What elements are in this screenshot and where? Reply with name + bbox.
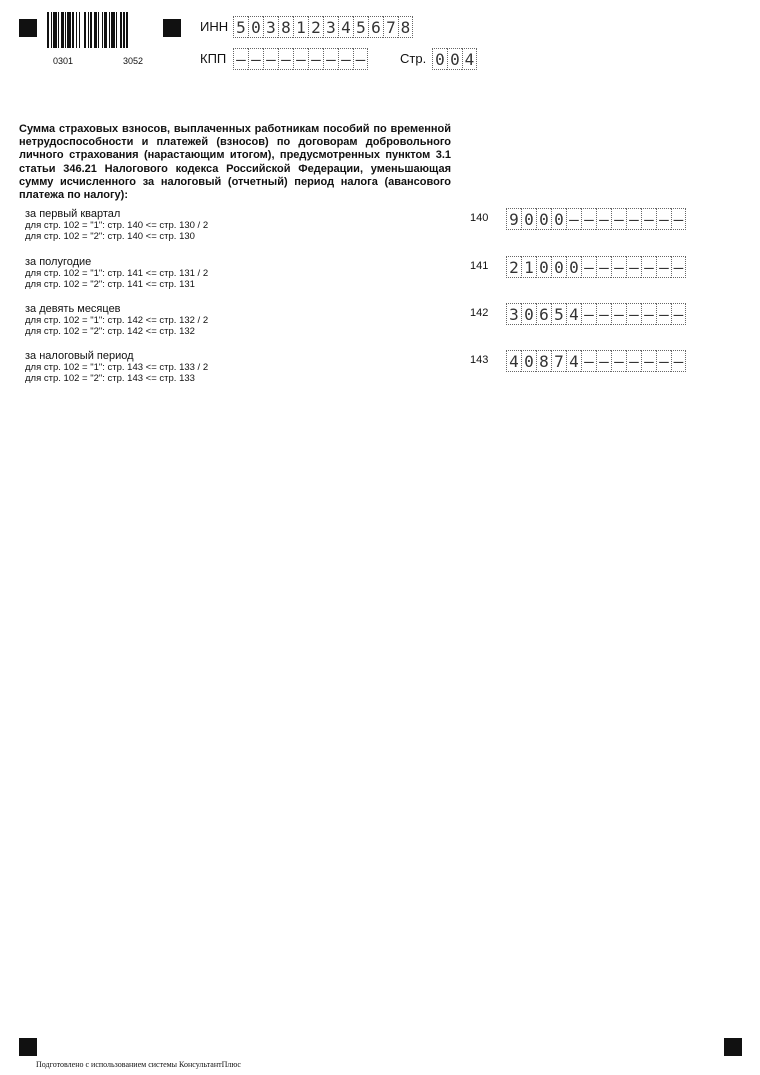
barcode bbox=[47, 12, 157, 66]
row-143 bbox=[25, 350, 745, 384]
char-cell: 0 bbox=[536, 256, 551, 278]
char-cell: 7 bbox=[551, 350, 566, 372]
char-cell: 6 bbox=[368, 16, 383, 38]
page-number-field[interactable] bbox=[432, 48, 477, 70]
char-cell: – bbox=[581, 303, 596, 325]
row-140-value-field[interactable] bbox=[506, 208, 686, 230]
barcode-numbers bbox=[47, 56, 157, 66]
char-cell: – bbox=[596, 303, 611, 325]
char-cell: 0 bbox=[521, 303, 536, 325]
char-cell: 0 bbox=[521, 208, 536, 230]
char-cell: – bbox=[626, 303, 641, 325]
corner-marker-bottom-left bbox=[19, 1038, 37, 1056]
row-note: для стр. 102 = "2": стр. 142 <= стр. 132 bbox=[25, 326, 195, 337]
row-141 bbox=[25, 256, 745, 290]
row-140 bbox=[25, 208, 745, 242]
char-cell: 0 bbox=[248, 16, 263, 38]
kpp-field[interactable] bbox=[233, 48, 368, 70]
char-cell: – bbox=[323, 48, 338, 70]
char-cell: – bbox=[656, 208, 671, 230]
char-cell: – bbox=[626, 208, 641, 230]
kpp-label: КПП bbox=[200, 51, 227, 66]
char-cell: 0 bbox=[536, 208, 551, 230]
char-cell: 4 bbox=[566, 303, 581, 325]
char-cell: 3 bbox=[323, 16, 338, 38]
char-cell: 8 bbox=[536, 350, 551, 372]
char-cell: 3 bbox=[506, 303, 521, 325]
char-cell: – bbox=[596, 208, 611, 230]
row-142-value-field[interactable] bbox=[506, 303, 686, 325]
char-cell: – bbox=[641, 350, 656, 372]
char-cell: – bbox=[656, 303, 671, 325]
char-cell: 0 bbox=[447, 48, 462, 70]
char-cell: – bbox=[626, 256, 641, 278]
char-cell: – bbox=[596, 256, 611, 278]
char-cell: – bbox=[671, 208, 686, 230]
row-note: для стр. 102 = "1": стр. 141 <= стр. 131 / 2 bbox=[25, 268, 209, 279]
corner-marker-top-left bbox=[19, 19, 37, 37]
row-note: для стр. 102 = "1": стр. 140 <= стр. 130 / 2 bbox=[25, 220, 209, 231]
char-cell: 8 bbox=[398, 16, 413, 38]
char-cell: – bbox=[353, 48, 368, 70]
row-title: за девять месяцев bbox=[25, 303, 121, 315]
row-note: для стр. 102 = "1": стр. 143 <= стр. 133 / 2 bbox=[25, 362, 209, 373]
char-cell: 0 bbox=[521, 350, 536, 372]
char-cell: – bbox=[611, 256, 626, 278]
row-note: для стр. 102 = "2": стр. 143 <= стр. 133 bbox=[25, 373, 195, 384]
char-cell: – bbox=[611, 208, 626, 230]
char-cell: – bbox=[308, 48, 323, 70]
row-142 bbox=[25, 303, 745, 337]
row-note: для стр. 102 = "1": стр. 142 <= стр. 132 / 2 bbox=[25, 315, 209, 326]
char-cell: – bbox=[581, 350, 596, 372]
char-cell: – bbox=[278, 48, 293, 70]
row-note: для стр. 102 = "2": стр. 140 <= стр. 130 bbox=[25, 231, 195, 242]
char-cell: – bbox=[263, 48, 278, 70]
char-cell: 7 bbox=[383, 16, 398, 38]
row-title: за первый квартал bbox=[25, 208, 121, 220]
char-cell: 5 bbox=[233, 16, 248, 38]
corner-marker-bottom-right bbox=[724, 1038, 742, 1056]
char-cell: – bbox=[671, 350, 686, 372]
char-cell: 5 bbox=[551, 303, 566, 325]
char-cell: – bbox=[611, 303, 626, 325]
row-code: 140 bbox=[470, 212, 489, 224]
row-note: для стр. 102 = "2": стр. 141 <= стр. 131 bbox=[25, 279, 195, 290]
barcode-left-number: 0301 bbox=[53, 56, 74, 66]
char-cell: 2 bbox=[308, 16, 323, 38]
char-cell: 8 bbox=[278, 16, 293, 38]
char-cell: – bbox=[641, 256, 656, 278]
section-title: Сумма страховых взносов, выплаченных работникам пособий по временной нетрудоспособности и платежей (взносов) по договорам добровольного личного страхования (нарастающим итогом), предусмотренных пунктом 3.1 статьи 346.21 Налогового кодекса Российской Федерации, уменьшающая сумму исчисленного за налоговый (отчетный) период налога (авансового платежа по налогу): bbox=[19, 123, 451, 202]
char-cell: 1 bbox=[521, 256, 536, 278]
footer-note: Подготовлено с использованием системы КонсультантПлюс bbox=[36, 1060, 241, 1069]
char-cell: – bbox=[671, 256, 686, 278]
char-cell: 0 bbox=[566, 256, 581, 278]
char-cell: 5 bbox=[353, 16, 368, 38]
char-cell: 3 bbox=[263, 16, 278, 38]
char-cell: 4 bbox=[338, 16, 353, 38]
char-cell: 9 bbox=[506, 208, 521, 230]
barcode-bar bbox=[128, 12, 132, 48]
barcode-bars bbox=[47, 12, 157, 48]
char-cell: – bbox=[611, 350, 626, 372]
char-cell: – bbox=[581, 256, 596, 278]
char-cell: 0 bbox=[551, 208, 566, 230]
char-cell: 6 bbox=[536, 303, 551, 325]
char-cell: – bbox=[656, 350, 671, 372]
char-cell: 4 bbox=[462, 48, 477, 70]
char-cell: 0 bbox=[432, 48, 447, 70]
row-141-value-field[interactable] bbox=[506, 256, 686, 278]
corner-marker-top-right bbox=[163, 19, 181, 37]
char-cell: 2 bbox=[506, 256, 521, 278]
char-cell: – bbox=[293, 48, 308, 70]
page-label: Стр. bbox=[400, 51, 427, 66]
row-code: 141 bbox=[470, 260, 489, 272]
char-cell: – bbox=[641, 303, 656, 325]
char-cell: 0 bbox=[551, 256, 566, 278]
row-title: за полугодие bbox=[25, 256, 92, 268]
char-cell: – bbox=[248, 48, 263, 70]
char-cell: 4 bbox=[566, 350, 581, 372]
row-code: 143 bbox=[470, 354, 489, 366]
char-cell: – bbox=[596, 350, 611, 372]
row-title: за налоговый период bbox=[25, 350, 134, 362]
char-cell: – bbox=[581, 208, 596, 230]
char-cell: – bbox=[233, 48, 248, 70]
row-code: 142 bbox=[470, 307, 489, 319]
char-cell: – bbox=[671, 303, 686, 325]
char-cell: – bbox=[641, 208, 656, 230]
inn-field[interactable] bbox=[233, 16, 413, 38]
row-143-value-field[interactable] bbox=[506, 350, 686, 372]
char-cell: 1 bbox=[293, 16, 308, 38]
char-cell: – bbox=[626, 350, 641, 372]
char-cell: – bbox=[566, 208, 581, 230]
char-cell: – bbox=[656, 256, 671, 278]
inn-label: ИНН bbox=[200, 19, 229, 34]
char-cell: 4 bbox=[506, 350, 521, 372]
char-cell: – bbox=[338, 48, 353, 70]
barcode-right-number: 3052 bbox=[122, 56, 143, 66]
